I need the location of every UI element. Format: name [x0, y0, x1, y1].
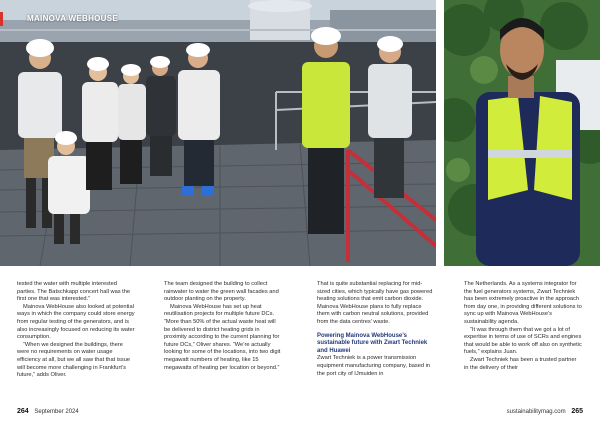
main-photo: [0, 0, 436, 266]
left-folio: [17, 406, 79, 418]
photo-caption-tag: MAINOVA WEBHOUSE: [0, 12, 128, 26]
portrait-photo: [444, 0, 600, 266]
column-4: [464, 281, 582, 372]
site-url: sustainabilitymag.com: [506, 409, 566, 415]
right-folio: [507, 406, 583, 418]
paragraph: “It was through them that we got a lot of expertise in terms of use of SCRs and engines that would be able to work off also on synthetic fuels,” explains Juan.: [464, 326, 582, 356]
paragraph: Mainova WebHouse also looked at potential ways in which the company could store energy from regular testing of the generators, and is also increasingly focused on reducing its water consumption.: [17, 303, 135, 341]
paragraph: tested the water with multiple interested parties. The Batschkapp concert hall was the first one that was interested.”: [17, 281, 131, 303]
paragraph: The team designed the building to collect rainwater to water the green wall facades and outdoor planting on the property.: [164, 281, 279, 303]
paragraph: The Netherlands. As a systems integrator for the fuel generators systems, Zwart Techniek has been extremely proactive in the approach from day one, in providing different solutions to sync up with Mainova WebHouse’s sustainability agenda.: [464, 281, 582, 325]
paragraph: That is quite substantial replacing for mid-sized cities, which typically have gas powered heating solutions that emit carbon dioxide. Mainova WebHouse plans to fully replace them with carbon neutral solutions, provided from the data centres’ waste.: [317, 281, 433, 325]
side-photo: [444, 0, 600, 266]
rooftop-group-photo: [0, 0, 436, 266]
paragraph: “When we designed the buildings, there were no requirements on water usage efficiency at all, but we all saw that that issue will become more challenging in Frankfurt’s future,” adds Oliver.: [17, 341, 131, 379]
article-columns: [0, 281, 600, 399]
paragraph: Zwart Techniek has been a trusted partner in the delivery of their: [464, 356, 577, 371]
column-3: [317, 281, 435, 378]
page-number-right: 265: [571, 408, 583, 415]
issue-date: September 2024: [34, 409, 79, 415]
column-1: [17, 281, 135, 380]
page-number-left: 264: [17, 408, 29, 415]
paragraph: Zwart Techniek is a power transmission equipment manufacturing company, based in the port city of IJmuiden in: [317, 355, 431, 377]
page-footer: [0, 406, 600, 418]
paragraph: Mainova WebHouse has set up heat reutilisation projects for multiple future DCs. “More than 50% of the actual waste heat will be delivered to district heating grids in proximity according to the current planning for future DCs,” Oliver shares. “We’re actually looking for some of the locations, into two digit megawatt numbers of heating, like 15 megawatts of heating per location or beyond.”: [164, 303, 281, 371]
section-heading: Powering Mainova WebHouse’s sustainable future with Zwart Techniek and Huawei: [317, 332, 428, 354]
column-2: [164, 281, 282, 372]
